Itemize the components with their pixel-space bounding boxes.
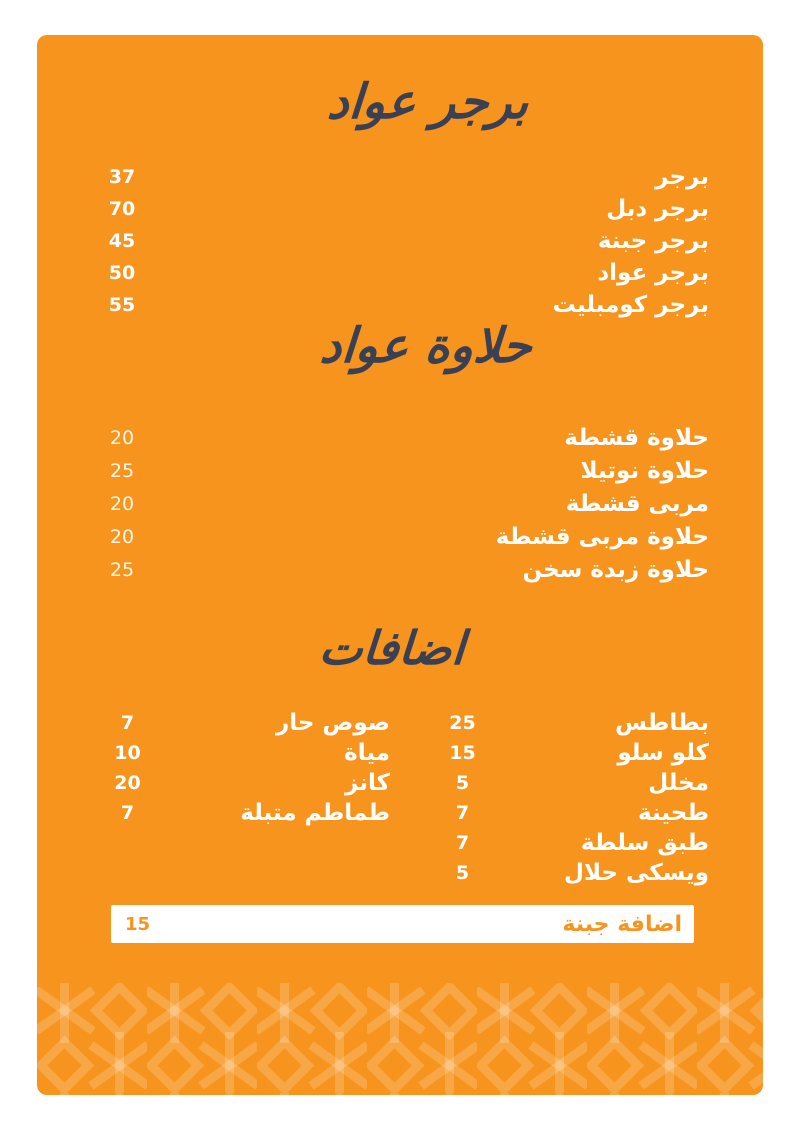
additions-left-column (105, 708, 390, 828)
section-title-burger: برجر عواد (325, 74, 531, 130)
item-name: كانز (345, 770, 390, 796)
item-name: برجر جبنة (597, 228, 709, 254)
item-price: 20 (109, 525, 135, 548)
menu-item-row (435, 738, 709, 768)
item-price: 7 (455, 832, 470, 854)
menu-item-row (105, 738, 390, 768)
item-name: طحينة (638, 800, 709, 826)
menu-item-row (105, 193, 709, 225)
item-name: برجر كومبليت (552, 292, 709, 318)
item-price: 50 (108, 262, 136, 284)
menu-item-row (435, 768, 709, 798)
menu-item-row (435, 798, 709, 828)
item-price: 7 (120, 712, 135, 734)
highlight-name: اضافة جبنة (562, 911, 682, 937)
menu-item-row (105, 421, 709, 454)
menu-item-row (105, 454, 709, 487)
additions-columns (105, 708, 709, 908)
item-name: كلو سلو (617, 740, 709, 766)
item-name: حلاوة قشطة (564, 424, 709, 451)
item-price: 7 (120, 802, 135, 824)
item-name: صوص حار (275, 710, 390, 736)
item-name: حلاوة زبدة سخن (522, 556, 709, 583)
item-name: برجر (655, 164, 709, 190)
menu-item-row (435, 828, 709, 858)
menu-item-row (105, 225, 709, 257)
item-name: حلاوة مربى قشطة (495, 523, 709, 550)
item-price: 25 (109, 459, 135, 482)
item-price: 55 (108, 294, 136, 316)
menu-card (37, 35, 763, 1095)
item-price: 70 (108, 198, 136, 220)
item-price: 20 (114, 772, 141, 794)
menu-item-row (105, 708, 390, 738)
item-price: 25 (109, 558, 135, 581)
item-name: مخلل (648, 770, 709, 796)
item-price: 15 (449, 742, 476, 764)
menu-item-row (105, 768, 390, 798)
menu-item-row (105, 257, 709, 289)
menu-item-row (105, 553, 709, 586)
item-price: 25 (449, 712, 476, 734)
section-title-additions: اضافات (317, 621, 467, 675)
item-price: 5 (455, 862, 470, 884)
halawa-price-list (105, 421, 709, 586)
item-price: 20 (109, 492, 135, 515)
highlight-price: 15 (125, 913, 151, 935)
item-price: 5 (455, 772, 470, 794)
menu-item-row (435, 858, 709, 888)
item-name: مياة (344, 740, 390, 766)
item-name: برجر دبل (606, 196, 709, 222)
geometric-lattice-pattern (37, 983, 763, 1095)
item-price: 20 (109, 426, 135, 449)
item-price: 37 (108, 166, 136, 188)
item-price: 10 (114, 742, 141, 764)
menu-item-row (105, 161, 709, 193)
menu-item-row (105, 798, 390, 828)
item-price: 7 (455, 802, 470, 824)
item-price: 45 (108, 230, 136, 252)
additions-right-column (435, 708, 709, 888)
menu-item-row (435, 708, 709, 738)
item-name: حلاوة نوتيلا (580, 457, 709, 484)
item-name: طماطم متبلة (240, 800, 390, 826)
item-name: مربى قشطة (565, 490, 709, 517)
highlight-row-add-cheese (111, 905, 694, 943)
item-name: برجر عواد (597, 260, 709, 286)
burger-price-list (105, 161, 709, 321)
menu-item-row (105, 487, 709, 520)
item-name: بطاطس (615, 710, 709, 736)
menu-item-row (105, 520, 709, 553)
item-name: ويسكى حلال (564, 860, 709, 886)
section-title-halawa: حلاوة عواد (318, 318, 534, 374)
item-name: طبق سلطة (580, 830, 709, 856)
